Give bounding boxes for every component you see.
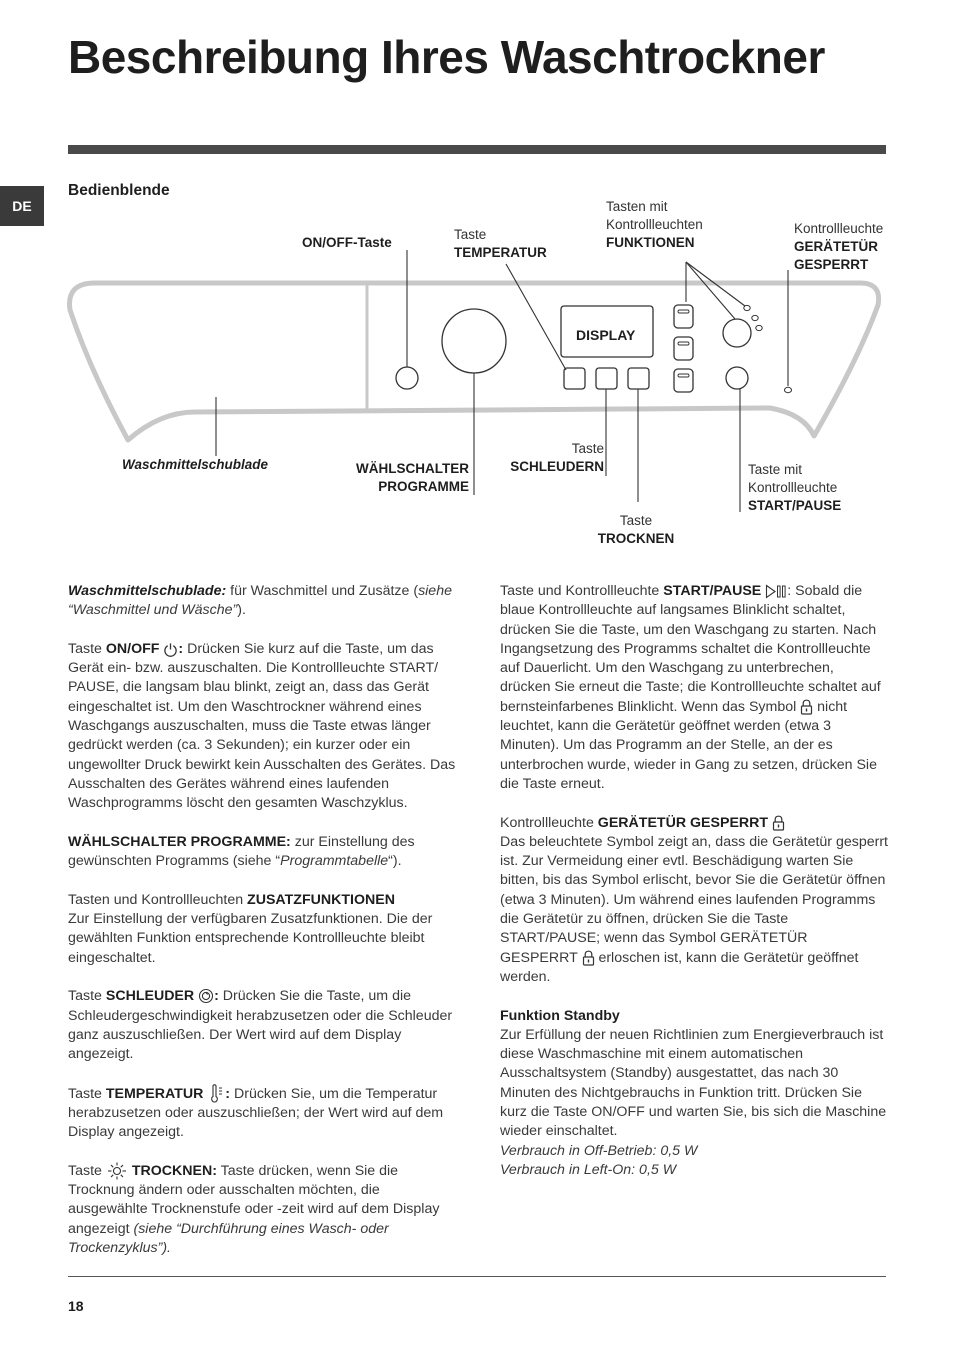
function-knob xyxy=(723,319,751,347)
function-button-2 xyxy=(674,337,693,360)
page-number: 18 xyxy=(68,1298,84,1314)
paragraph-dry: Taste TROCKNEN: Taste drücken, wenn Sie die Trocknung ändern oder ausschalten möchten, die ausgewählte Trocknenstufe oder -zeit wird auf dem Display angezeigt (siehe “Durchführung eines Wasch- oder Trockenzyklus”). xyxy=(68,1162,440,1256)
left-column xyxy=(68,582,456,1277)
temp-button-shape xyxy=(564,368,585,389)
play-pause-icon xyxy=(765,584,787,599)
sun-icon xyxy=(106,1162,128,1180)
spin-icon xyxy=(198,988,214,1004)
function-button-3 xyxy=(674,369,693,392)
program-selector-knob xyxy=(442,309,506,373)
spin-button-shape xyxy=(596,368,617,389)
label-functions: Tasten mit Kontrollleuchten FUNKTIONEN xyxy=(606,199,703,250)
title-divider xyxy=(68,145,886,154)
onoff-button-shape xyxy=(396,367,418,389)
power-icon xyxy=(163,642,178,657)
label-dry: Taste TROCKNEN xyxy=(597,513,675,546)
paragraph-extra-functions: Tasten und Kontrollleuchten ZUSATZFUNKTIONEN Zur Einstellung der verfügbaren Zusatzfunktionen. Die der gewählten Funktion entsprechende Kontrollleuchte bleibt eingeschaltet. xyxy=(68,891,433,966)
display-label: DISPLAY xyxy=(576,327,636,343)
right-column xyxy=(500,582,888,1180)
paragraph-door-locked: Kontrollleuchte GERÄTETÜR GESPERRT Das beleuchtete Symbol zeigt an, dass die Gerätetür gesperrt ist. Zur Vermeidung einer evtl. Beschädigung warten Sie bitten, bis das Symbol erlischt, bevor Sie die Gerätetür öffnen (etwa 3 Minuten). Um während eines laufenden Programms die Gerätetür zu öffnen, drücken Sie die Taste START/PAUSE; wenn das Symbol GERÄTETÜR GESPERRT erloschen ist, kann die Gerätetür geöffnet werden. xyxy=(500,814,889,985)
start-pause-button-shape xyxy=(726,367,748,389)
footer-divider xyxy=(68,1276,886,1277)
paragraph-detergent-drawer: Waschmittelschublade: für Waschmittel und Zusätze (siehe “Waschmittel und Wäsche”). xyxy=(68,583,452,619)
thermometer-icon xyxy=(207,1084,225,1104)
page-title: Beschreibung Ihres Waschtrockner xyxy=(68,31,825,83)
paragraph-program-selector: WÄHLSCHALTER PROGRAMME: zur Einstellung des gewünschten Programms (siehe “Programmtabelle“). xyxy=(68,833,415,870)
dry-button-shape xyxy=(628,368,649,389)
label-spin: Taste SCHLEUDERN xyxy=(510,441,604,474)
paragraph-temperature: Taste TEMPERATUR : Drücken Sie, um die Temperatur herabzusetzen oder auszuschließen; der Wert wird auf dem Display angezeigt. xyxy=(68,1085,444,1141)
language-tab: DE xyxy=(0,186,44,226)
label-onoff: ON/OFF-Taste xyxy=(302,235,392,250)
function-led-3 xyxy=(756,325,762,330)
function-led-2 xyxy=(752,315,758,320)
section-heading: Bedienblende xyxy=(68,182,170,199)
paragraph-spin: Taste SCHLEUDER : Drücken Sie die Taste, um die Schleudergeschwindigkeit herabzusetzen oder die Schleuder ganz auszuschließen. Der Wert wird auf dem Display angezeigt. xyxy=(68,988,453,1063)
lock-icon xyxy=(772,815,785,831)
label-detergent-drawer: Waschmittelschublade xyxy=(122,457,269,472)
lock-icon xyxy=(800,699,813,715)
label-temperature: Taste TEMPERATUR xyxy=(454,227,547,260)
function-button-1 xyxy=(674,305,693,328)
door-lock-led xyxy=(785,387,792,392)
paragraph-start-pause: Taste und Kontrollleuchte START/PAUSE : Sobald die blaue Kontrollleuchte auf langsames Blinklicht schaltet, drücken Sie die Taste, um den Waschgang zu starten. Nach Ingangsetzung des Programms schaltet die Kontrollleuchte auf Dauerlicht. Um den Waschgang zu unterbrechen, drücken Sie erneut die Taste; die Kontrollleuchte schaltet auf bernsteinfarbenes Blinklicht. Wenn das Symbol nicht leuchtet, kann die Gerätetür geöffnet werden (etwa 3 Minuten). Um das Programm an der Stelle, an der es unterbrochen wurde, wieder in Gang zu setzen, drücken Sie die Taste erneut. xyxy=(500,583,881,792)
label-program-selector: WÄHLSCHALTER PROGRAMME xyxy=(356,461,469,494)
paragraph-onoff: Taste ON/OFF : Drücken Sie kurz auf die Taste, um das Gerät ein- bzw. auszuschalten. Die Kontrollleuchte START/ PAUSE, die langsam blau blinkt, zeigt an, dass das Gerät eingeschaltet ist. Um den Waschtrockner während eines Waschgangs auszuschalten, muss die Taste etwas länger gedrückt werden (ca. 3 Sekunden); ein kurzer oder ein ungewollter Druck bewirkt kein Ausschalten des Gerätes. Das Ausschalten des Gerätes während eines laufenden Waschprogramms löscht den gesamten Waschzyklus. xyxy=(68,640,456,812)
lock-icon xyxy=(582,950,595,966)
label-door-locked: Kontrollleuchte GERÄTETÜR GESPERRT xyxy=(794,221,884,272)
label-start-pause: Taste mit Kontrollleuchte START/PAUSE xyxy=(748,462,842,513)
paragraph-standby: Funktion Standby Zur Erfüllung der neuen Richtlinien zum Energieverbrauch ist diese Waschmaschine mit einem automatischen Ausschaltsystem (Standby) ausgestattet, das nach 30 Minuten des Nichtgebrauchs in Funktion tritt. Drücken Sie kurz die Taste ON/OFF und warten Sie, bis sich die Maschine wieder einschaltet. Verbrauch in Off-Betrieb: 0,5 W Verbrauch in Left-On: 0,5 W xyxy=(500,1007,887,1178)
